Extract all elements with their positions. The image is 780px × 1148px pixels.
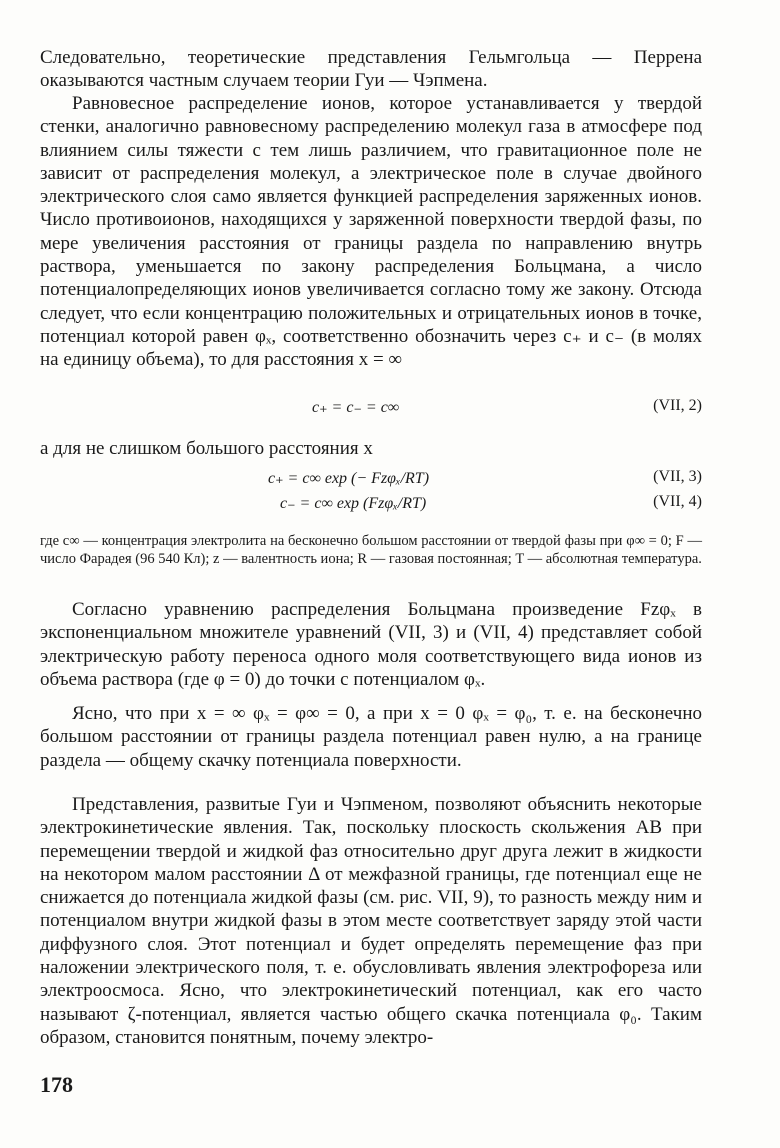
footnote: где c∞ — концентрация электролита на бесконечно большом расстоянии от твердой фазы при φ∞ = 0; F — число Фарадея (96 540 Кл); z — валентность иона; R — газовая постоянная; T — абсолютная температура. xyxy=(40,533,702,567)
equation-formula: c₊ = c∞ exp (− Fzφₓ/RT) xyxy=(268,470,430,487)
paragraph-6: Представления, развитые Гуи и Чэпменом, позволяют объяснить некоторые электрокинетические явления. Так, поскольку плоскость скольжения AB при перемещении твердой и жидкой фаз относительно друг друга лежит в жидкости на некотором малом расстоянии Δ от межфазной границы, где потенциал еще не снижается до потенциала жидкой фазы (см. рис. VII, 9), то разность между ним и потенциалом внутри жидкой фазы в этом месте соответствует заряду этой части диффузного слоя. Этот потенциал и будет определять перемещение фаз при наложении электрического поля, т. е. обусловливать явления электрофореза или электроосмоса. Ясно, что электрокинетический потенциал, как его часто называют ζ-потенциал, является частью общего скачка потенциала φ₀. Таким образом, становится понятным, почему электро- xyxy=(40,794,702,1048)
paragraph-5: Ясно, что при x = ∞ φₓ = φ∞ = 0, а при x = 0 φₓ = φ₀, т. е. на бесконечно большом расстоянии от границы раздела потенциал равен нулю, а на границе раздела — общему скачку потенциала поверхности. xyxy=(40,703,702,771)
equation-number: (VII, 4) xyxy=(653,493,702,510)
paragraph-1: Следовательно, теоретические представления Гельмгольца — Перрена оказываются частным случаем теории Гуи — Чэпмена. xyxy=(40,47,702,92)
paragraph-2: Равновесное распределение ионов, которое устанавливается у твердой стенки, аналогично равновесному распределению молекул газа в атмосфере под влиянием силы тяжести с тем лишь различием, что гравитационное поле не зависит от распределения молекул, а электрическое поле в случае двойного электрического слоя само является функцией распределения заряженных ионов. Число противоионов, находящихся у заряженной поверхности твердой фазы, по мере увеличения расстояния от границы раздела по направлению внутрь раствора, уменьшается по закону распределения Больцмана, а число потенциалопределяющих ионов увеличивается согласно тому же закону. Отсюда следует, что если концентрацию положительных и отрицательных ионов в точке, потенциал которой равен φₓ, соответственно обозначить через c₊ и c₋ (в молях на единицу объема), то для расстояния x = ∞ xyxy=(40,93,702,371)
equation-formula: c₊ = c₋ = c∞ xyxy=(312,399,400,416)
equation-vii-4 xyxy=(40,493,702,515)
equation-vii-3 xyxy=(40,468,702,490)
equation-vii-2 xyxy=(40,397,702,419)
paragraph-4: Согласно уравнению распределения Больцмана произведение Fzφₓ в экспоненциальном множителе уравнений (VII, 3) и (VII, 4) представляет собой электрическую работу переноса одного моля соответствующего вида ионов из объема раствора (где φ = 0) до точки с потенциалом φₓ. xyxy=(40,599,702,690)
equation-number: (VII, 2) xyxy=(653,397,702,414)
equation-formula: c₋ = c∞ exp (Fzφₓ/RT) xyxy=(280,495,427,512)
equation-number: (VII, 3) xyxy=(653,468,702,485)
page-number: 178 xyxy=(40,1072,73,1097)
paragraph-3: а для не слишком большого расстояния x xyxy=(40,438,373,459)
